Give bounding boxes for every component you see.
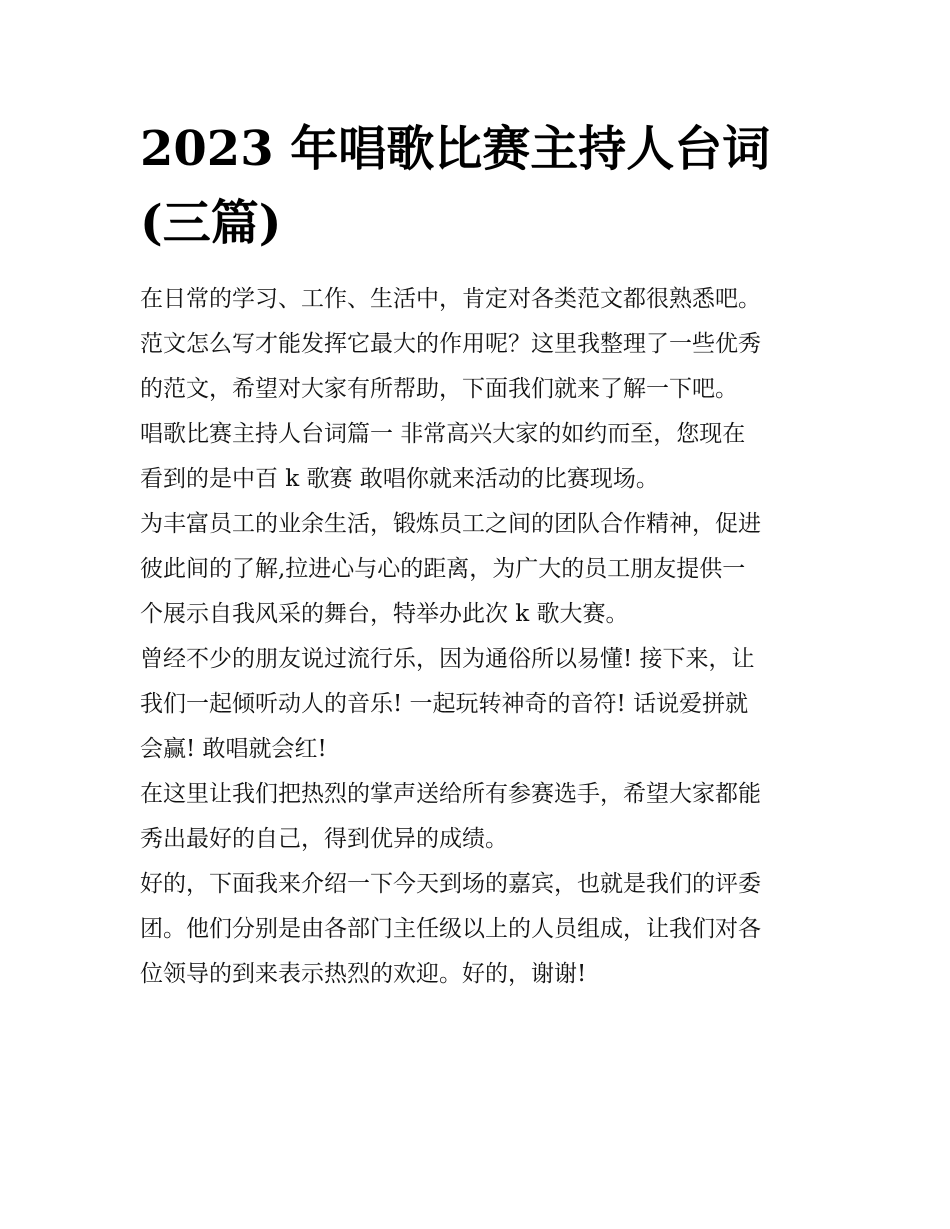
paragraph-intro [140, 277, 830, 412]
document-body [140, 277, 830, 997]
paragraph-applause [140, 772, 830, 862]
paragraph-opening [140, 412, 830, 502]
text-line: 看到的是中百 k 歌赛 敢唱你就来活动的比赛现场。 [140, 466, 659, 492]
text-line: 在这里让我们把热烈的掌声送给所有参赛选手，希望大家都能 [140, 781, 761, 807]
text-line: 位领导的到来表示热烈的欢迎。好的，谢谢! [140, 961, 587, 987]
document-title [140, 112, 820, 260]
paragraph-purpose [140, 502, 830, 637]
text-line: 彼此间的了解,拉进心与心的距离，为广大的员工朋友提供一 [140, 556, 746, 582]
text-line: 秀出最好的自己，得到优异的成绩。 [140, 826, 508, 852]
paragraph-judges [140, 862, 830, 997]
text-line: 唱歌比赛主持人台词篇一 非常高兴大家的如约而至，您现在 [140, 421, 746, 447]
paragraph-music [140, 637, 830, 772]
text-line: 我们一起倾听动人的音乐! 一起玩转神奇的音符! 话说爱拼就 [140, 691, 749, 717]
text-line: 范文怎么写才能发挥它最大的作用呢？这里我整理了一些优秀 [140, 331, 761, 357]
text-line: 曾经不少的朋友说过流行乐，因为通俗所以易懂! 接下来，让 [140, 646, 755, 672]
title-line: (三篇) [140, 195, 282, 251]
text-line: 好的，下面我来介绍一下今天到场的嘉宾，也就是我们的评委 [140, 871, 761, 897]
text-line: 会赢! 敢唱就会红! [140, 736, 327, 762]
text-line: 在日常的学习、工作、生活中，肯定对各类范文都很熟悉吧。 [140, 286, 761, 312]
text-line: 为丰富员工的业余生活，锻炼员工之间的团队合作精神，促进 [140, 511, 761, 537]
text-line: 团。他们分别是由各部门主任级以上的人员组成，让我们对各 [140, 916, 761, 942]
title-line: 2023 年唱歌比赛主持人台词 [140, 121, 771, 177]
text-line: 的范文，希望对大家有所帮助，下面我们就来了解一下吧。 [140, 376, 738, 402]
text-line: 个展示自我风采的舞台，特举办此次 k 歌大赛。 [140, 601, 629, 627]
